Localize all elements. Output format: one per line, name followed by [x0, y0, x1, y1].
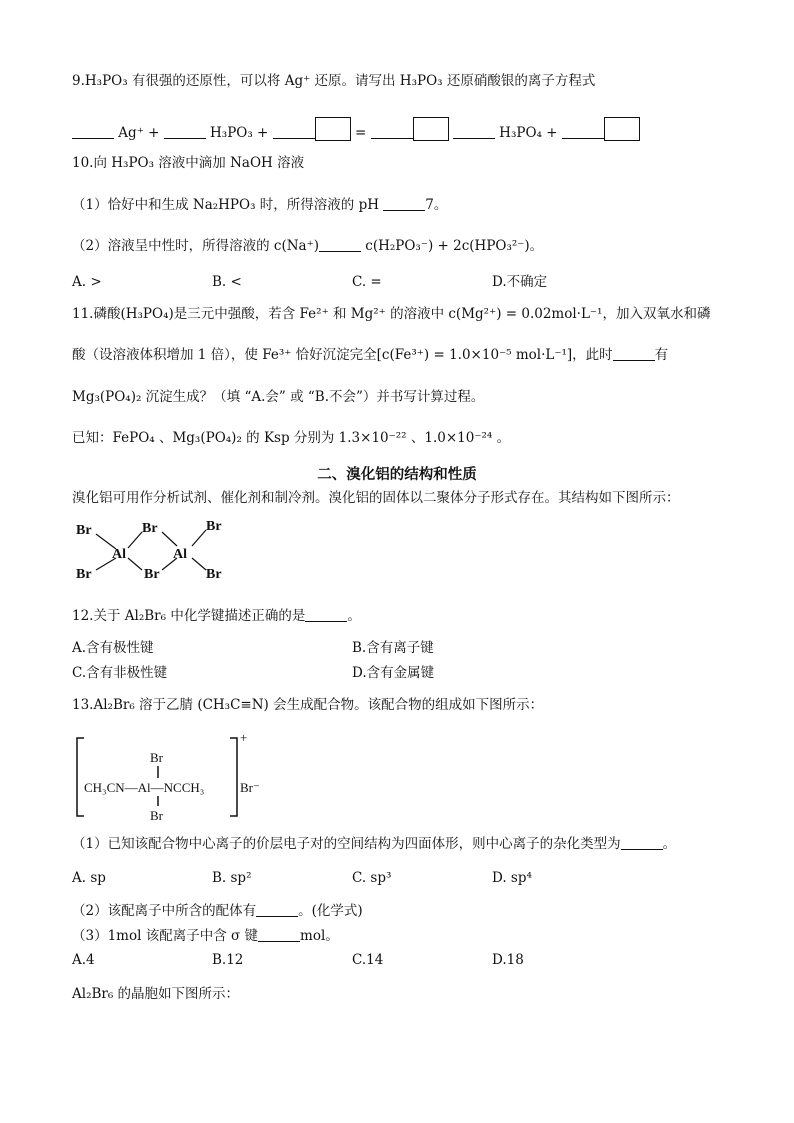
q11-line4: 已知：FePO₄ 、Mg₃(PO₄)₂ 的 Ksp 分别为 1.3×10⁻²² 、1.0×10⁻²⁴ 。 [72, 430, 511, 446]
q12-option-c[interactable]: C.含有非极性键 [72, 665, 168, 681]
br-atom: Br [206, 519, 222, 534]
answer-blank[interactable] [258, 927, 300, 942]
q10-option-d[interactable]: D.不确定 [492, 274, 548, 290]
q13-p1-option-c[interactable]: C. sp³ [352, 870, 392, 886]
q10-stem: 10.向 H₃PO₃ 溶液中滴加 NaOH 溶液 [72, 155, 305, 171]
q10-part1: （1）恰好中和生成 Na₂HPO₃ 时，所得溶液的 pH 7。 [72, 197, 448, 213]
q12-option-a[interactable]: A.含有极性键 [72, 640, 154, 656]
q13-p1-option-d[interactable]: D. sp⁴ [492, 870, 532, 886]
answer-blank[interactable] [621, 835, 663, 850]
answer-blank[interactable] [453, 124, 495, 139]
q9-equation: Ag⁺ + H₃PO₃ + = H₃PO₄ + [72, 117, 640, 143]
q10-part2: （2）溶液呈中性时，所得溶液的 c(Na⁺) c(H₂PO₃⁻) + 2c(HPO₃²⁻)。 [72, 238, 544, 254]
section-intro: 溴化铝可用作分析试剂、催化剂和制冷剂。溴化铝的固体以二聚体分子形式存在。其结构如下图所示： [72, 490, 680, 506]
q10-option-c[interactable]: C. = [352, 274, 382, 290]
q12-option-b[interactable]: B.含有离子键 [352, 640, 434, 656]
answer-box[interactable] [413, 117, 449, 141]
section-title: 二、溴化铝的结构和性质 [317, 466, 477, 483]
al-atom: Al [173, 547, 187, 562]
br-atom: Br [144, 567, 160, 582]
answer-blank[interactable] [256, 902, 298, 917]
answer-blank[interactable] [613, 346, 655, 361]
q13-p3-option-c[interactable]: C.14 [352, 952, 384, 968]
q10-option-a[interactable]: A. > [72, 274, 102, 290]
q12-option-d[interactable]: D.含有金属键 [352, 665, 435, 681]
q11-line1: 11.磷酸(H₃PO₄)是三元中强酸，若含 Fe²⁺ 和 Mg²⁺ 的溶液中 c(Mg²⁺) = 0.02mol·L⁻¹，加入双氧水和磷 [72, 306, 711, 322]
al-atom: Al [112, 547, 126, 562]
complex-ion-diagram [72, 730, 272, 822]
answer-blank[interactable] [273, 124, 315, 139]
br-ligand-top: Br [150, 750, 163, 765]
q12-stem: 12.关于 Al₂Br₆ 中化学键描述正确的是 。 [72, 608, 361, 624]
br-ligand-bottom: Br [150, 808, 163, 822]
q13-p1-option-a[interactable]: A. sp [72, 870, 106, 886]
crystal-cell-caption: Al₂Br₆ 的晶胞如下图所示： [72, 986, 240, 1002]
q13-p3-option-a[interactable]: A.4 [72, 952, 95, 968]
answer-box[interactable] [315, 117, 351, 141]
q9-stem: 9.H₃PO₃ 有很强的还原性，可以将 Ag⁺ 还原。请写出 H₃PO₃ 还原硝酸银的离子方程式 [72, 73, 596, 89]
q13-stem: 13.Al₂Br₆ 溶于乙腈 (CH₃C≡N) 会生成配合物。该配合物的组成如下图所示： [72, 697, 544, 713]
q13-p1-option-b[interactable]: B. sp² [212, 870, 252, 886]
q10-option-b[interactable]: B. < [212, 274, 242, 290]
q11-line2: 酸（设溶液体积增加 1 倍），使 Fe³⁺ 恰好沉淀完全[c(Fe³⁺) = 1.0×10⁻⁵ mol·L⁻¹]，此时 有 [72, 347, 669, 363]
q11-line3: Mg₃(PO₄)₂ 沉淀生成？（填 “A.会” 或 “B.不会”）并书写计算过程。 [72, 389, 485, 405]
q13-part3: （3）1mol 该配离子中含 σ 键 mol。 [72, 928, 339, 944]
complex-formula: CH₃CN—Al—NCCH₃ [84, 780, 205, 795]
al2br6-dimer-diagram [72, 512, 242, 592]
br-atom: Br [206, 567, 222, 582]
br-atom: Br [76, 523, 92, 538]
answer-blank[interactable] [305, 607, 347, 622]
answer-blank[interactable] [164, 124, 206, 139]
answer-blank[interactable] [72, 124, 114, 139]
br-atom: Br [76, 567, 92, 582]
answer-blank[interactable] [371, 124, 413, 139]
answer-blank[interactable] [383, 196, 425, 211]
q13-p3-option-d[interactable]: D.18 [492, 952, 524, 968]
counter-ion: Br⁻ [240, 780, 260, 795]
q13-p3-option-b[interactable]: B.12 [212, 952, 244, 968]
answer-blank[interactable] [562, 124, 604, 139]
br-atom: Br [142, 521, 158, 536]
q13-part2: （2）该配离子中所含的配体有 。(化学式) [72, 903, 363, 919]
answer-box[interactable] [604, 117, 640, 141]
charge-plus: + [240, 730, 248, 745]
q13-part1: （1）已知该配合物中心离子的价层电子对的空间结构为四面体形，则中心离子的杂化类型为 。 [72, 836, 677, 852]
answer-blank[interactable] [319, 237, 361, 252]
